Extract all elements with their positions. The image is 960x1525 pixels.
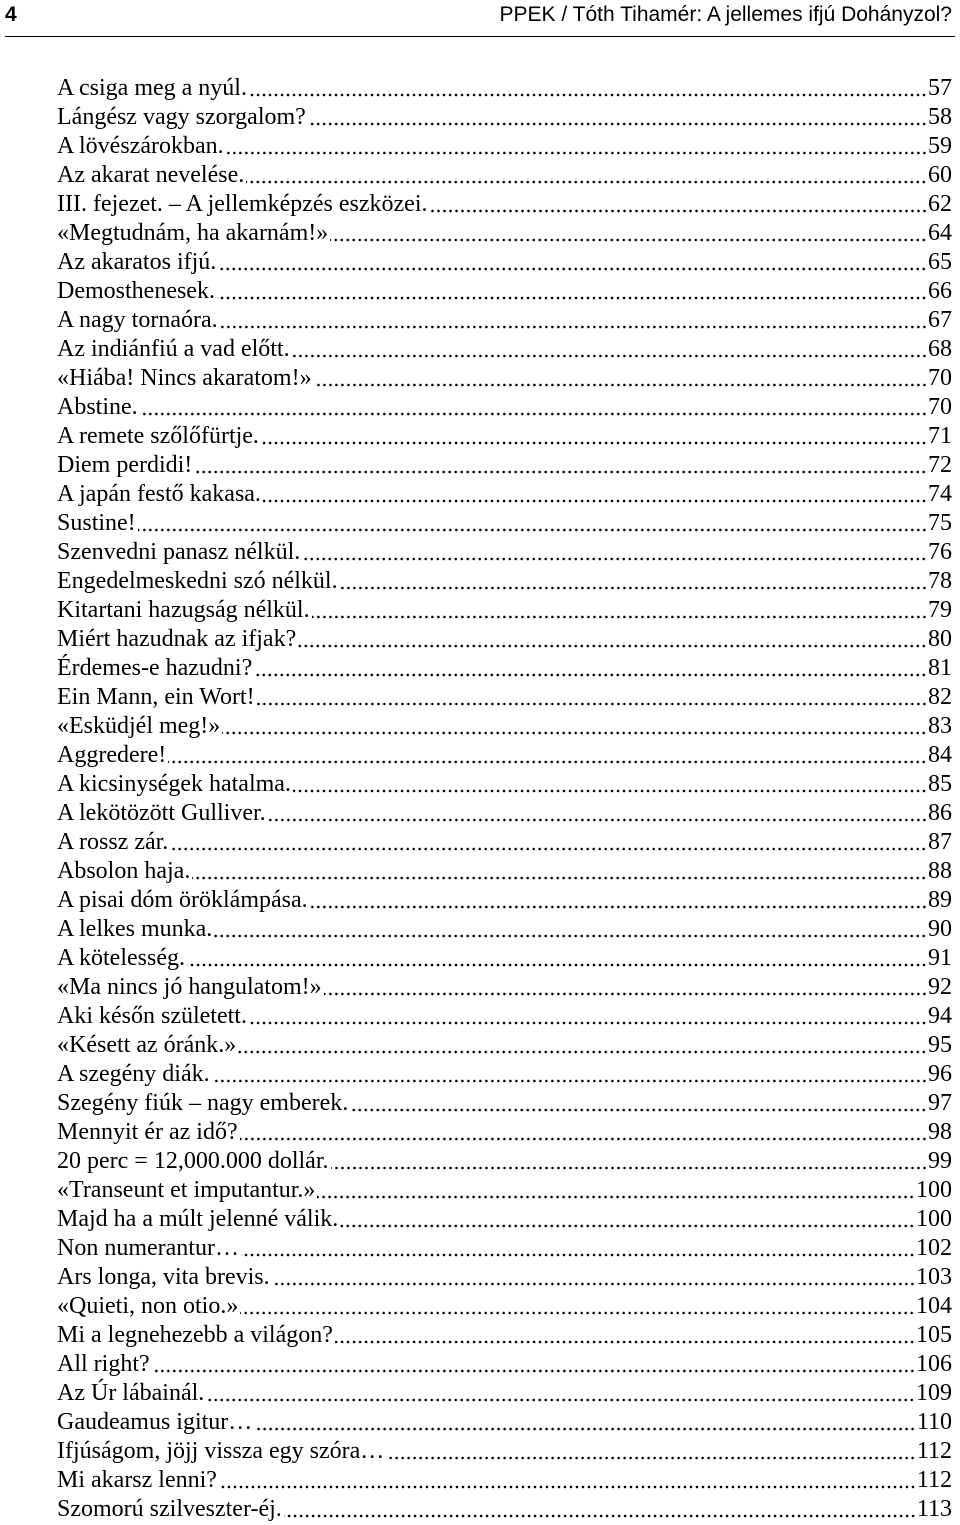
running-header	[5, 3, 952, 27]
toc-entry-title: Non numerantur…	[57, 1235, 239, 1261]
toc-entry	[57, 364, 952, 393]
toc-dot-leader	[168, 741, 927, 770]
toc-entry	[57, 915, 952, 944]
toc-entry-title: Demosthenesek.	[57, 278, 215, 304]
toc-dot-leader	[240, 1292, 915, 1321]
toc-dot-leader	[340, 567, 927, 596]
toc-dot-leader	[249, 1002, 927, 1031]
toc-entry	[57, 886, 952, 915]
toc-entry-title: Ein Mann, ein Wort!	[57, 684, 255, 710]
toc-entry	[57, 190, 952, 219]
toc-entry	[57, 1176, 952, 1205]
toc-entry	[57, 1263, 952, 1292]
toc-dot-leader	[140, 393, 927, 422]
toc-dot-leader	[302, 538, 927, 567]
header-rule	[5, 36, 955, 37]
toc-dot-leader	[222, 712, 927, 741]
toc-dot-leader	[212, 1060, 927, 1089]
toc-dot-leader	[218, 248, 927, 277]
toc-entry	[57, 944, 952, 973]
toc-entry	[57, 1002, 952, 1031]
toc-entry-page: 64	[928, 220, 952, 246]
toc-entry-page: 87	[928, 829, 952, 855]
toc-entry-title: Abstine.	[57, 394, 138, 420]
toc-dot-leader	[192, 857, 927, 886]
toc-dot-leader	[308, 103, 927, 132]
toc-entry-page: 68	[928, 336, 952, 362]
toc-entry-title: Miért hazudnak az ifjak?	[57, 626, 297, 652]
toc-entry-page: 62	[928, 191, 952, 217]
toc-dot-leader	[298, 625, 927, 654]
toc-entry	[57, 1495, 952, 1524]
toc-dot-leader	[238, 1031, 927, 1060]
toc-entry-title: A szegény diák.	[57, 1061, 210, 1087]
toc-entry-page: 91	[928, 945, 952, 971]
toc-entry-page: 71	[928, 423, 952, 449]
toc-entry-title: Az indiánfiú a vad előtt.	[57, 336, 290, 362]
toc-entry-page: 92	[928, 974, 952, 1000]
toc-dot-leader	[206, 1379, 915, 1408]
toc-entry-page: 85	[928, 771, 952, 797]
toc-dot-leader	[330, 219, 927, 248]
toc-dot-leader	[246, 161, 927, 190]
toc-dot-leader	[187, 944, 927, 973]
toc-entry-page: 95	[928, 1032, 952, 1058]
toc-entry-page: 112	[916, 1467, 952, 1493]
toc-entry-page: 113	[916, 1496, 952, 1522]
toc-entry-title: «Késett az óránk.»	[57, 1032, 237, 1058]
toc-dot-leader	[293, 770, 927, 799]
toc-entry-page: 103	[916, 1264, 952, 1290]
toc-entry-title: Engedelmeskedni szó nélkül.	[57, 568, 338, 594]
toc-dot-leader	[310, 886, 927, 915]
toc-entry-page: 79	[928, 597, 952, 623]
toc-dot-leader	[194, 451, 927, 480]
toc-entry-title: Lángész vagy szorgalom?	[57, 104, 306, 130]
toc-dot-leader	[261, 422, 927, 451]
toc-entry-title: A rossz zár.	[57, 829, 169, 855]
toc-entry-title: A lövészárokban.	[57, 133, 224, 159]
toc-entry-page: 96	[928, 1061, 952, 1087]
toc-entry	[57, 625, 952, 654]
toc-entry	[57, 219, 952, 248]
toc-entry-title: Mi akarsz lenni?	[57, 1467, 217, 1493]
toc-entry-title: A kicsinységek hatalma.	[57, 771, 291, 797]
toc-dot-leader	[214, 915, 927, 944]
toc-dot-leader	[284, 1495, 916, 1524]
toc-entry	[57, 74, 952, 103]
toc-entry-title: Aggredere!	[57, 742, 167, 768]
toc-entry	[57, 596, 952, 625]
toc-entry	[57, 480, 952, 509]
toc-entry	[57, 335, 952, 364]
toc-entry	[57, 422, 952, 451]
toc-dot-leader	[170, 828, 927, 857]
toc-entry-title: Absolon haja.	[57, 858, 191, 884]
toc-dot-leader	[240, 1118, 927, 1147]
toc-dot-leader	[219, 1466, 916, 1495]
toc-entry	[57, 1060, 952, 1089]
toc-dot-leader	[317, 1176, 915, 1205]
toc-dot-leader	[386, 1437, 916, 1466]
toc-entry-title: Mennyit ér az idő?	[57, 1119, 238, 1145]
toc-entry-title: Az akaratos ifjú.	[57, 249, 217, 275]
toc-dot-leader	[312, 596, 927, 625]
toc-entry-page: 99	[928, 1148, 952, 1174]
toc-entry-page: 86	[928, 800, 952, 826]
toc-entry-title: Majd ha a múlt jelenné válik.	[57, 1206, 339, 1232]
toc-entry	[57, 770, 952, 799]
toc-entry-page: 94	[928, 1003, 952, 1029]
toc-entry	[57, 248, 952, 277]
toc-dot-leader	[340, 1205, 915, 1234]
toc-entry-page: 110	[916, 1409, 952, 1435]
toc-entry-title: Diem perdidi!	[57, 452, 193, 478]
toc-entry	[57, 1292, 952, 1321]
toc-entry-page: 70	[928, 365, 952, 391]
toc-dot-leader	[257, 683, 927, 712]
toc-entry-page: 74	[928, 481, 952, 507]
toc-entry-title: Az akarat nevelése.	[57, 162, 245, 188]
toc-dot-leader	[220, 306, 927, 335]
toc-entry-page: 58	[928, 104, 952, 130]
toc-entry	[57, 509, 952, 538]
toc-entry-title: Kitartani hazugság nélkül.	[57, 597, 310, 623]
toc-entry	[57, 538, 952, 567]
toc-entry	[57, 1089, 952, 1118]
toc-entry-page: 72	[928, 452, 952, 478]
toc-entry-page: 67	[928, 307, 952, 333]
toc-dot-leader	[249, 74, 927, 103]
toc-entry-title: III. fejezet. – A jellemképzés eszközei.	[57, 191, 428, 217]
toc-entry	[57, 712, 952, 741]
toc-entry-page: 98	[928, 1119, 952, 1145]
toc-entry-title: Aki későn született.	[57, 1003, 247, 1029]
toc-entry	[57, 828, 952, 857]
toc-entry-title: A pisai dóm öröklámpása.	[57, 887, 308, 913]
toc-entry	[57, 103, 952, 132]
toc-dot-leader	[254, 654, 927, 683]
toc-dot-leader	[138, 509, 927, 538]
toc-entry	[57, 1408, 952, 1437]
toc-entry-title: «Transeunt et imputantur.»	[57, 1177, 316, 1203]
toc-dot-leader	[430, 190, 928, 219]
toc-entry-title: «Ma nincs jó hangulatom!»	[57, 974, 322, 1000]
toc-dot-leader	[226, 132, 927, 161]
toc-entry	[57, 799, 952, 828]
toc-entry-title: Az Úr lábainál.	[57, 1380, 205, 1406]
toc-entry-title: A kötelesség.	[57, 945, 185, 971]
toc-entry-title: Szomorú szilveszter-éj.	[57, 1496, 282, 1522]
toc-entry	[57, 161, 952, 190]
toc-entry-title: «Esküdjél meg!»	[57, 713, 221, 739]
toc-entry-page: 65	[928, 249, 952, 275]
toc-dot-leader	[268, 799, 927, 828]
toc-entry	[57, 741, 952, 770]
toc-entry	[57, 393, 952, 422]
toc-entry-page: 78	[928, 568, 952, 594]
toc-entry	[57, 857, 952, 886]
toc-dot-leader	[324, 973, 927, 1002]
toc-entry	[57, 1205, 952, 1234]
toc-dot-leader	[350, 1089, 927, 1118]
toc-entry-page: 105	[916, 1322, 952, 1348]
toc-entry-page: 109	[916, 1380, 952, 1406]
toc-dot-leader	[335, 1321, 915, 1350]
toc-entry-title: «Megtudnám, ha akarnám!»	[57, 220, 329, 246]
toc-entry-page: 66	[928, 278, 952, 304]
toc-entry	[57, 277, 952, 306]
toc-entry	[57, 1466, 952, 1495]
toc-entry-page: 59	[928, 133, 952, 159]
toc-dot-leader	[217, 277, 927, 306]
toc-entry-page: 112	[916, 1438, 952, 1464]
toc-entry	[57, 1350, 952, 1379]
toc-entry-page: 100	[916, 1177, 952, 1203]
toc-entry-title: A lelkes munka.	[57, 916, 213, 942]
toc-entry-title: A japán festő kakasa.	[57, 481, 261, 507]
toc-entry-page: 89	[928, 887, 952, 913]
toc-dot-leader	[254, 1408, 916, 1437]
toc-entry-page: 88	[928, 858, 952, 884]
toc-dot-leader	[241, 1234, 915, 1263]
toc-entry-page: 76	[928, 539, 952, 565]
toc-entry-title: A csiga meg a nyúl.	[57, 75, 247, 101]
toc-entry-title: A lekötözött Gulliver.	[57, 800, 266, 826]
table-of-contents	[57, 74, 952, 1524]
toc-dot-leader	[292, 335, 927, 364]
toc-entry-title: Ars longa, vita brevis.	[57, 1264, 270, 1290]
toc-entry-page: 70	[928, 394, 952, 420]
toc-entry-page: 84	[928, 742, 952, 768]
toc-entry	[57, 683, 952, 712]
toc-entry	[57, 1321, 952, 1350]
toc-entry-title: Mi a legnehezebb a világon?	[57, 1322, 333, 1348]
toc-entry	[57, 973, 952, 1002]
toc-entry-page: 57	[928, 75, 952, 101]
toc-entry-page: 104	[916, 1293, 952, 1319]
toc-entry-page: 80	[928, 626, 952, 652]
toc-entry-title: Ifjúságom, jöjj vissza egy szóra…	[57, 1438, 385, 1464]
toc-entry-page: 90	[928, 916, 952, 942]
toc-entry-title: 20 perc = 12,000.000 dollár.	[57, 1148, 329, 1174]
toc-entry-page: 81	[928, 655, 952, 681]
toc-entry-page: 75	[928, 510, 952, 536]
toc-entry-title: A remete szőlőfürtje.	[57, 423, 259, 449]
toc-entry-title: Szegény fiúk – nagy emberek.	[57, 1090, 349, 1116]
toc-dot-leader	[272, 1263, 915, 1292]
toc-entry-title: All right?	[57, 1351, 150, 1377]
toc-entry-title: Gaudeamus igitur…	[57, 1409, 253, 1435]
toc-entry-page: 100	[916, 1206, 952, 1232]
toc-entry	[57, 1234, 952, 1263]
page-number: 4	[5, 3, 17, 26]
toc-entry-title: Sustine!	[57, 510, 136, 536]
toc-dot-leader	[314, 364, 927, 393]
toc-entry-page: 82	[928, 684, 952, 710]
toc-entry-page: 102	[916, 1235, 952, 1261]
toc-entry	[57, 654, 952, 683]
toc-entry	[57, 1379, 952, 1408]
toc-entry	[57, 132, 952, 161]
toc-dot-leader	[331, 1147, 928, 1176]
toc-entry-title: Érdemes-e hazudni?	[57, 655, 253, 681]
toc-entry	[57, 1118, 952, 1147]
toc-entry	[57, 1437, 952, 1466]
running-title: PPEK / Tóth Tihamér: A jellemes ifjú Dohányzol?	[499, 3, 952, 26]
toc-entry	[57, 1031, 952, 1060]
toc-dot-leader	[152, 1350, 915, 1379]
toc-entry-title: A nagy tornaóra.	[57, 307, 218, 333]
toc-entry-page: 83	[928, 713, 952, 739]
toc-entry	[57, 1147, 952, 1176]
toc-entry-page: 106	[916, 1351, 952, 1377]
toc-entry	[57, 567, 952, 596]
toc-entry-page: 60	[928, 162, 952, 188]
toc-entry-title: «Hiába! Nincs akaratom!»	[57, 365, 312, 391]
toc-entry-title: Szenvedni panasz nélkül.	[57, 539, 301, 565]
toc-entry	[57, 451, 952, 480]
toc-entry-page: 97	[928, 1090, 952, 1116]
toc-entry-title: «Quieti, non otio.»	[57, 1293, 239, 1319]
toc-dot-leader	[263, 480, 927, 509]
toc-entry	[57, 306, 952, 335]
